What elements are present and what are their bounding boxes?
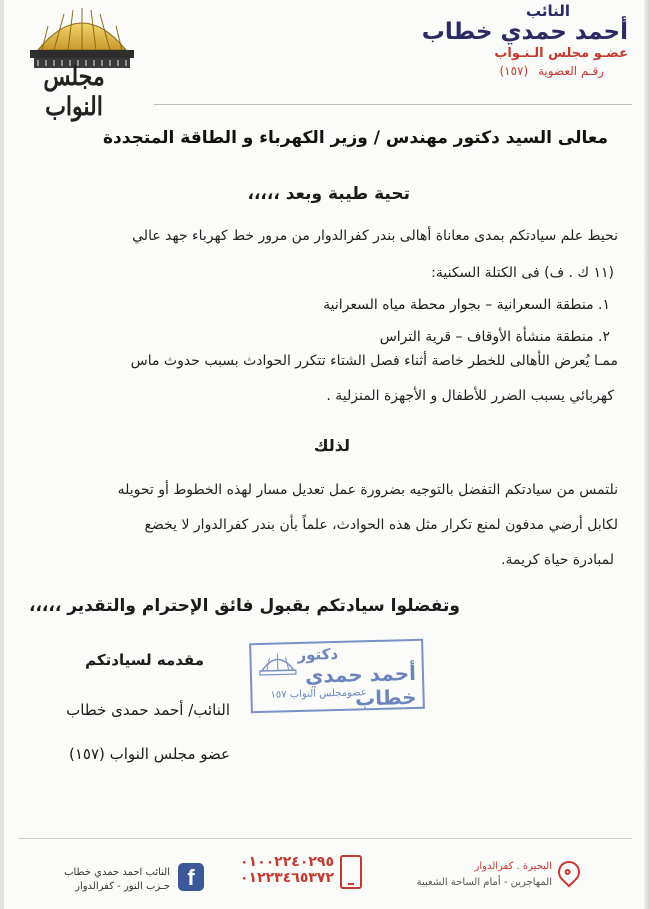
submitted-by: مقدمه لسيادتكم <box>85 651 204 669</box>
header-divider <box>154 104 632 105</box>
addressee: معالى السيد دكتور مهندس / وزير الكهرباء و الطاقة المتجددة <box>103 128 608 148</box>
official-stamp <box>249 639 425 714</box>
letterhead-name: أحمد حمدي خطاب <box>421 18 628 45</box>
closing-line: وتفضلوا سيادتكم بقبول فائق الإحترام والتقدير ،،،،، <box>29 596 460 616</box>
paragraph-3-line-1: نلتمس من سيادتكم التفضل بالتوجيه بضرورة عمل تعديل مسار لهذه الخطوط أو تحويله <box>117 482 618 498</box>
address-line-1: البحيرة . كفرالدوار <box>474 861 552 872</box>
paragraph-1-line-2: (١١ ك . ف) فى الكتلة السكنية: <box>431 265 614 281</box>
letterhead-title: النائب <box>525 2 570 20</box>
stamp-member: عضومجلس النواب ١٥٧ <box>270 687 367 701</box>
list-item: ٢. منطقة منشأة الأوقاف – قرية التراس <box>379 329 610 345</box>
membership-number: (١٥٧) <box>499 63 529 78</box>
paragraph-3-line-3: لمبادرة حياة كريمة. <box>501 552 614 568</box>
letterhead-mp-block <box>378 4 628 77</box>
list-item: ١. منطقة السعرانية – بجوار محطة مياه السعرانية <box>323 297 610 313</box>
letterhead-role: عضـو مجلس الـنـواب <box>494 45 628 61</box>
footer-divider <box>18 838 632 839</box>
footer-phones <box>240 854 334 887</box>
stamp-title: دكتور <box>297 644 339 665</box>
paragraph-2-line-2: كهربائي يسبب الضرر للأطفال و الأجهزة المنزلية . <box>326 388 614 404</box>
greeting: تحية طيبة وبعد ،،،،، <box>247 184 410 204</box>
letterhead-membership <box>378 65 610 78</box>
footer-mp-line-1: النائب احمد حمدي خطاب <box>64 867 170 878</box>
footer-mp <box>40 866 170 894</box>
page-edge <box>0 0 4 909</box>
stamp-name: أحمد حمدي خطاب <box>304 660 417 711</box>
paragraph-3-line-2: لكابل أرضي مدفون لمنع تكرار مثل هذه الحوادث، علماً بأن بندر كفرالدوار لا يخضع <box>144 517 618 533</box>
address-line-2: المهاجرين - أمام الساحة الشعبية <box>416 877 552 888</box>
paragraph-1-line-1: نحيط علم سيادتكم بمدى معاناة أهالى بندر كفرالدوار من مرور خط كهرباء جهد عالي <box>132 228 618 244</box>
paragraph-2-line-1: ممـا يُعرض الأهالى للخطر خاصة أثناء فصل الشتاء تتكرر الحوادث بسبب حدوث ماس <box>130 353 618 369</box>
therefore-heading: لذلك <box>313 436 350 455</box>
phone-number-2: ٠١٢٢٣٤٦٥٣٧٢ <box>240 870 334 887</box>
phone-number-1: ٠١٠٠٢٢٤٠٢٩٥ <box>240 854 334 870</box>
footer-mp-line-2: حـزب النور - كفرالدوار <box>75 881 170 892</box>
location-pin-icon <box>553 856 584 887</box>
facebook-icon: f <box>178 863 204 891</box>
phone-icon <box>340 855 362 889</box>
page-edge-shadow <box>644 0 650 909</box>
signature-role: عضو مجلس النواب (١٥٧) <box>68 745 230 763</box>
signature-name: النائب/ أحمد حمدى خطاب <box>66 701 230 719</box>
logo-wordmark: مجلس النواب <box>43 62 105 122</box>
footer-address <box>392 859 552 891</box>
membership-label: رقـم العضوية <box>537 63 604 78</box>
